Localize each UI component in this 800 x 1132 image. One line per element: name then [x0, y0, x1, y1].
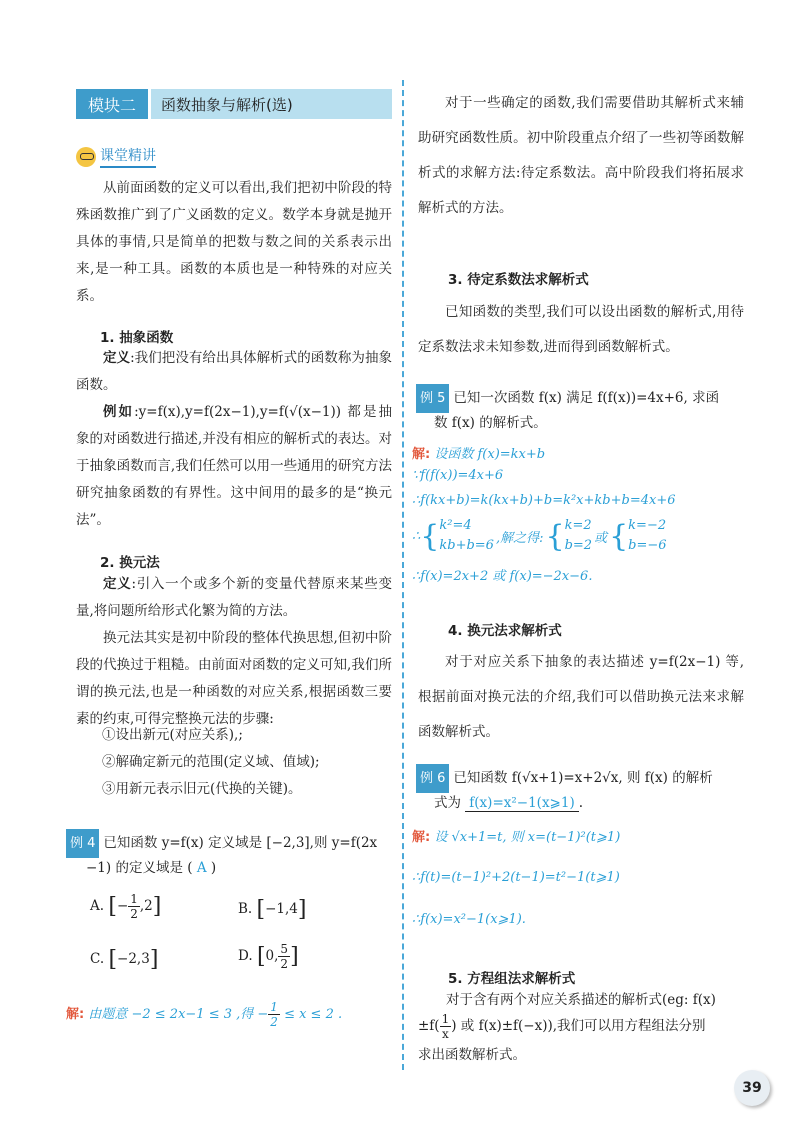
section-5-heading: 5. 方程组法求解析式: [448, 971, 576, 987]
bracket-left: [: [256, 897, 266, 922]
example-5-solution-5: ∴f(x)=2x+2 或 f(x)=−2x−6.: [412, 569, 593, 584]
brace-left: {: [545, 518, 565, 554]
example-5-solution-1: [412, 443, 545, 462]
sys-b1: k=2: [564, 518, 592, 533]
example-5-line2: 数 f(x) 的解析式。: [434, 415, 547, 431]
choice-b-text: −1,4: [265, 901, 298, 917]
example-4-solution: [66, 1000, 342, 1029]
bracket-left: [: [108, 894, 117, 919]
bracket-left: [: [108, 947, 118, 972]
frac-den: 2: [270, 1015, 278, 1029]
system-a: [439, 516, 494, 556]
module-title: 函数抽象与解析(选): [148, 89, 392, 119]
section-4-heading: 4. 换元法求解析式: [448, 623, 562, 639]
or-text: 或: [594, 530, 608, 546]
system-b: [565, 516, 593, 556]
example-5-line1: [416, 384, 746, 413]
def-label-2: 定义: [103, 576, 132, 592]
choice-b-label: B.: [238, 901, 253, 917]
example-6-post: .: [578, 795, 584, 811]
choice-c: [90, 947, 158, 972]
s5-pre: ±f(: [418, 1018, 440, 1034]
example-6-pre: 式为: [434, 795, 461, 811]
solution-label: 解:: [66, 1007, 85, 1022]
example-6-answer: f(x)=x²−1(x⩾1): [465, 795, 578, 812]
choice-d-label: D.: [238, 948, 253, 964]
def-text-2: :引入一个或多个新的变量代替原来某些变量,将问题所给形式化繁为简的方法。: [76, 576, 392, 619]
example-4-text: 已知函数 y=f(x) 定义域是 [−2,3],则 y=f(2x: [103, 835, 378, 851]
def-text: :我们把没有给出具体解析式的函数称为抽象函数。: [76, 350, 392, 393]
right-intro: 对于一些确定的函数,我们需要借助其解析式来辅助研究函数性质。初中阶段重点介绍了一些初等函数解析式的求解方法:待定系数法。高中阶段我们将拓展求解析式的方法。: [418, 95, 744, 216]
frac-num: 1: [270, 1000, 278, 1014]
choice-d-pre: 0,: [265, 948, 279, 964]
solution-text: 由题意 −2 ≤ 2x−1 ≤ 3 ,得 −: [88, 1007, 269, 1022]
eg-text: :y=f(x),y=f(2x−1),y=f(√(x−1)) 都是抽象的对函数进行描述,并没有相应的解析式的表达。对于抽象函数而言,我们任然可以用一些通用的研究方法研究抽象函数的有界性。这中间用的最多的是“换元法”。: [76, 404, 392, 528]
solution-label: 解:: [412, 447, 431, 462]
choice-a-label: A.: [90, 898, 105, 914]
system-c: [628, 516, 666, 556]
example-6-text: 已知函数 f(√x+1)=x+2√x, 则 f(x) 的解析: [453, 770, 713, 786]
solution-line: 设函数 f(x)=kx+b: [434, 447, 546, 462]
therefore-symbol: ∴: [412, 528, 421, 544]
choice-a-pre: −: [116, 898, 129, 914]
example-6-line1: [416, 764, 746, 793]
fraction: [440, 1012, 452, 1041]
example-4-tag: 例 4: [66, 829, 99, 858]
eg-label: 例如: [103, 404, 135, 420]
example-6-tag: 例 6: [416, 764, 449, 793]
solve-text: ,解之得:: [495, 530, 544, 546]
example-5-solution-2: ∵f(f(x))=4x+6: [412, 468, 504, 483]
s5-line1: 对于含有两个对应关系描述的解析式(eg: f(x): [446, 992, 716, 1008]
frac-num: 5: [280, 942, 289, 956]
solution-text-2: ≤ x ≤ 2 .: [284, 1007, 343, 1022]
bracket-right: ]: [152, 894, 162, 919]
s3-paragraph: 已知函数的类型,我们可以设出函数的解析式,用待定系数法求未知参数,进而得到函数解析式。: [418, 304, 744, 355]
example-6-solution-3: ∴f(x)=x²−1(x⩾1).: [412, 912, 526, 927]
choice-c-text: −2,3: [117, 951, 150, 967]
brace-left: {: [609, 518, 629, 554]
example-6-line2: [434, 790, 583, 817]
example-5-text: 已知一次函数 f(x) 满足 f(f(x))=4x+6, 求函: [453, 390, 720, 406]
frac-den: 2: [130, 907, 138, 921]
example-4-line1: [66, 829, 392, 858]
section-2-heading: 2. 换元法: [100, 555, 160, 571]
solution-label: 解:: [412, 830, 431, 845]
choice-a: [90, 892, 161, 921]
example-5-tag: 例 5: [416, 384, 449, 413]
bracket-left: [: [256, 944, 266, 969]
s5-line2: [418, 1012, 748, 1041]
bracket-right: ]: [149, 947, 159, 972]
choice-a-post: ,2: [139, 898, 153, 914]
brace-left: {: [420, 518, 440, 554]
s5-line3: 求出函数解析式。: [418, 1047, 526, 1063]
fraction: [278, 942, 290, 971]
example-5-system: [412, 516, 667, 556]
sys-c2: b=−6: [628, 538, 667, 553]
s1-example: [76, 399, 392, 534]
example-4-line2: [86, 855, 216, 882]
column-divider: [402, 80, 404, 1070]
frac-num: 1: [441, 1012, 450, 1026]
s2-definition: [76, 571, 392, 625]
module-banner: [76, 89, 392, 119]
s5-post: ) 或 f(x)±f(−x)),我们可以用方程组法分别: [451, 1018, 706, 1034]
section-1-heading: 1. 抽象函数: [100, 330, 174, 346]
example-4-text2: −1) 的定义域是 (: [86, 860, 193, 876]
fraction: [128, 892, 140, 921]
sys-a2: kb+b=6: [439, 538, 494, 553]
choice-d: [238, 942, 299, 971]
choice-b: [238, 897, 306, 922]
s2-paragraph: 换元法其实是初中阶段的整体代换思想,但初中阶段的代换过于粗糙。由前面对函数的定义可知,我们所谓的换元法,也是一种函数的对应关系,根据函数三要素的约束,可得完整换元法的步骤:: [76, 630, 392, 727]
lecture-header: [76, 145, 156, 168]
solution-line: 设 √x+1=t, 则 x=(t−1)²(t⩾1): [434, 830, 621, 845]
sys-b2: b=2: [564, 538, 593, 553]
student-icon: [76, 147, 96, 167]
frac-den: 2: [280, 957, 289, 971]
frac-num: 1: [130, 892, 138, 906]
section-3-heading: 3. 待定系数法求解析式: [448, 272, 589, 288]
step-1: ①设出新元(对应关系),;: [102, 727, 243, 743]
example-6-solution-1: [412, 826, 620, 845]
sys-a1: k²=4: [439, 518, 472, 533]
bracket-right: ]: [297, 897, 307, 922]
example-4-close: ): [210, 860, 217, 876]
intro-paragraph: 从前面函数的定义可以看出,我们把初中阶段的特殊函数推广到了广义函数的定义。数学本身就是抛开具体的事情,只是简单的把数与数之间的关系表示出来,是一种工具。函数的本质也是一种特殊的对应关系。: [76, 180, 392, 304]
module-tag: 模块二: [76, 89, 148, 119]
example-4-answer: A: [196, 860, 207, 876]
def-label: 定义: [103, 350, 131, 366]
step-2: ②解确定新元的范围(定义域、值域);: [102, 754, 320, 770]
lecture-label: 课堂精讲: [100, 145, 156, 168]
example-5-solution-3: ∴f(kx+b)=k(kx+b)+b=k²x+kb+b=4x+6: [412, 493, 676, 508]
bracket-right: ]: [290, 944, 299, 969]
s4-paragraph: 对于对应关系下抽象的表达描述 y=f(2x−1) 等,根据前面对换元法的介绍,我们可以借助换元法来求解函数解析式。: [418, 654, 744, 740]
fraction: [268, 1000, 280, 1029]
step-3: ③用新元表示旧元(代换的关键)。: [102, 781, 302, 797]
sys-c1: k=−2: [628, 518, 667, 533]
page-number: 39: [734, 1070, 770, 1106]
choice-c-label: C.: [90, 951, 105, 967]
frac-den: x: [442, 1027, 449, 1041]
s1-definition: [76, 345, 392, 399]
example-6-solution-2: ∴f(t)=(t−1)²+2(t−1)=t²−1(t⩾1): [412, 870, 620, 885]
